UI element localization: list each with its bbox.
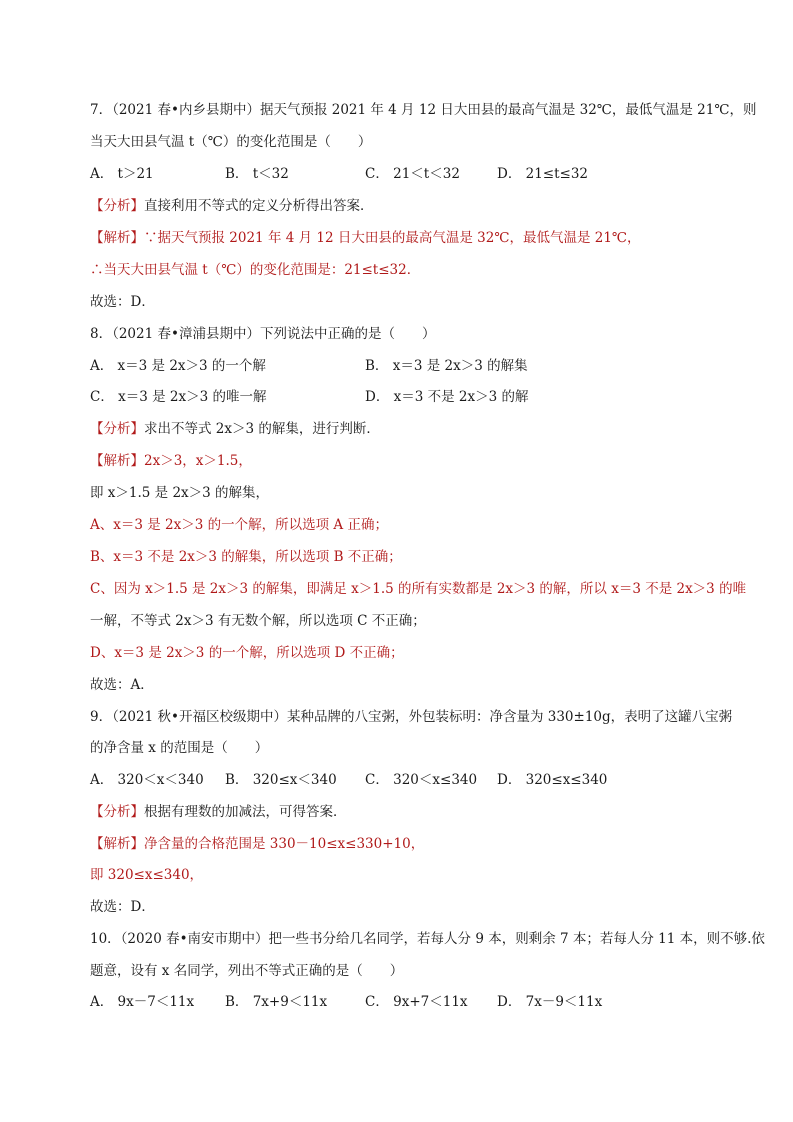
- q8-solution-line3: A、x＝3 是 2x＞3 的一个解，所以选项 A 正确；: [90, 517, 388, 533]
- q8-option-b: B． x＝3 是 2x＞3 的解集: [365, 358, 528, 374]
- q8-analysis: [90, 419, 380, 439]
- q10-option-c: C． 9x+7＜11x: [365, 994, 468, 1010]
- q10-stem-line1: 10．（2020 春•南安市期中）把一些书分给几名同学，若每人分 9 本，则剩余 7 本；若每人分 11 本，则不够.依: [90, 931, 765, 947]
- solution-tag: 【解析】: [90, 836, 144, 852]
- q10-stem-line2: 题意，设有 x 名同学，列出不等式正确的是（ ）: [90, 963, 404, 979]
- q8-solution-line5: C、因为 x＞1.5 是 2x＞3 的解集，即满足 x＞1.5 的所有实数都是 2x＞3 的解，所以 x＝3 不是 2x＞3 的唯: [90, 581, 747, 597]
- analysis-tag: 【分析】: [90, 421, 144, 437]
- q8-solution-text1: 2x＞3，x＞1.5，: [144, 453, 252, 469]
- q8-answer: 故选：A．: [90, 677, 154, 693]
- q9-option-a: A． 320＜x＜340: [90, 772, 204, 788]
- q9-stem-line2: 的净含量 x 的范围是（ ）: [90, 740, 269, 756]
- q8-solution-line7: D、x＝3 是 2x＞3 的一个解，所以选项 D 不正确；: [90, 645, 404, 661]
- solution-tag: 【解析】: [90, 453, 144, 469]
- q7-solution-text1: ∵据天气预报 2021 年 4 月 12 日大田县的最高气温是 32℃，最低气温是 21℃，: [144, 230, 641, 246]
- q9-stem-line1: 9．（2021 秋•开福区校级期中）某种品牌的八宝粥，外包装标明：净含量为 330±10g，表明了这罐八宝粥: [90, 709, 733, 725]
- q9-solution-line2: 即 320≤x≤340，: [90, 867, 204, 883]
- q7-stem-line2: 当天大田县气温 t（℃）的变化范围是（ ）: [90, 134, 372, 150]
- q9-option-c: C． 320＜x≤340: [365, 772, 478, 788]
- q7-option-a: A． t＞21: [90, 166, 154, 182]
- q9-analysis-text: 根据有理数的加减法，可得答案．: [144, 804, 347, 820]
- q8-solution-line4: B、x＝3 不是 2x＞3 的解集，所以选项 B 不正确；: [90, 549, 402, 565]
- q7-solution-line2: ∴当天大田县气温 t（℃）的变化范围是：21≤t≤32．: [90, 262, 421, 278]
- q8-option-d: D． x＝3 不是 2x＞3 的解: [365, 389, 529, 405]
- q8-solution-line1: [90, 451, 252, 471]
- q8-option-c: C． x＝3 是 2x＞3 的唯一解: [90, 389, 267, 405]
- q7-answer: 故选：D．: [90, 294, 155, 310]
- q9-solution-line1: [90, 834, 424, 854]
- solution-tag: 【解析】: [90, 230, 144, 246]
- q7-option-b: B． t＜32: [225, 166, 289, 182]
- analysis-tag: 【分析】: [90, 198, 144, 214]
- q9-answer: 故选：D．: [90, 899, 155, 915]
- q8-analysis-text: 求出不等式 2x＞3 的解集，进行判断．: [144, 421, 380, 437]
- analysis-tag: 【分析】: [90, 804, 144, 820]
- q9-solution-text1: 净含量的合格范围是 330－10≤x≤330+10，: [144, 836, 425, 852]
- q7-stem-line1: 7．（2021 春•内乡县期中）据天气预报 2021 年 4 月 12 日大田县的最高气温是 32℃，最低气温是 21℃，则: [90, 102, 757, 118]
- q9-option-d: D． 320≤x≤340: [497, 772, 608, 788]
- q8-solution-line2: 即 x＞1.5 是 2x＞3 的解集，: [90, 485, 270, 501]
- q7-analysis: [90, 196, 374, 216]
- q7-analysis-text: 直接利用不等式的定义分析得出答案．: [144, 198, 374, 214]
- q10-option-d: D． 7x－9＜11x: [497, 994, 603, 1010]
- q9-option-b: B． 320≤x＜340: [225, 772, 337, 788]
- q7-option-d: D． 21≤t≤32: [497, 166, 589, 182]
- q7-solution-line1: [90, 228, 641, 248]
- q7-option-c: C． 21＜t＜32: [365, 166, 460, 182]
- q10-option-a: A． 9x－7＜11x: [90, 994, 195, 1010]
- q8-stem-line1: 8．（2021 春•漳浦县期中）下列说法中正确的是（ ）: [90, 326, 436, 342]
- q10-option-b: B． 7x+9＜11x: [225, 994, 328, 1010]
- q9-analysis: [90, 802, 347, 822]
- q8-solution-line6: 一解，不等式 2x＞3 有无数个解，所以选项 C 不正确；: [90, 613, 426, 629]
- q8-option-a: A． x＝3 是 2x＞3 的一个解: [90, 358, 266, 374]
